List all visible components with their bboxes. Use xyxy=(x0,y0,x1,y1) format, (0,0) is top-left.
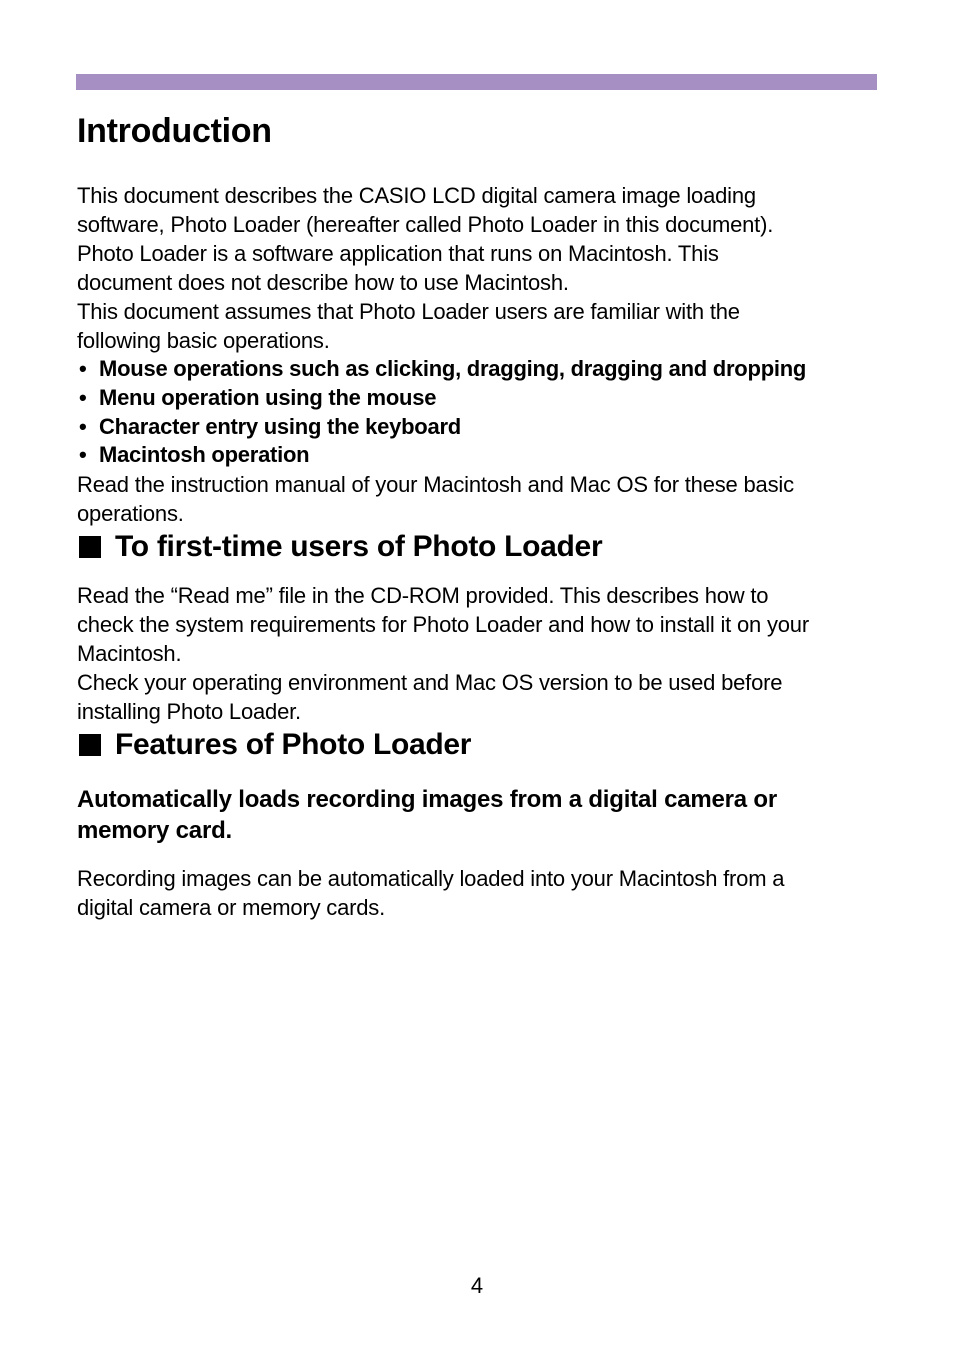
bullet-icon: • xyxy=(79,356,87,381)
list-item xyxy=(77,355,877,384)
list-item-text: Character entry using the keyboard xyxy=(99,413,461,439)
page-number: 4 xyxy=(470,1273,484,1298)
first-time-line: Read the “Read me” file in the CD-ROM provided. This describes how to xyxy=(77,583,769,609)
intro-closing-line: operations. xyxy=(77,501,184,527)
intro-line: following basic operations. xyxy=(77,328,330,353)
list-item xyxy=(77,441,877,470)
list-item xyxy=(77,413,877,442)
feature-subheading-line: memory card. xyxy=(77,817,233,845)
features-line: Recording images can be automatically loaded into your Macintosh from a xyxy=(77,866,785,892)
intro-closing-line: Read the instruction manual of your Macintosh and Mac OS for these basic xyxy=(77,472,794,498)
section-heading-features xyxy=(77,726,877,764)
first-time-line: check the system requirements for Photo Loader and how to install it on your xyxy=(77,612,809,638)
intro-closing-paragraph xyxy=(77,470,877,528)
features-paragraph xyxy=(77,864,877,922)
feature-subheading-line: Automatically loads recording images from a digital camera or xyxy=(77,786,778,814)
top-rule xyxy=(76,74,877,90)
intro-line: Photo Loader is a software application that runs on Macintosh. This xyxy=(77,241,719,266)
first-time-paragraph xyxy=(77,581,877,726)
operations-list xyxy=(77,355,877,470)
first-time-line: installing Photo Loader. xyxy=(77,699,301,725)
first-time-line: Macintosh. xyxy=(77,641,182,667)
list-item-text: Menu operation using the mouse xyxy=(99,384,437,410)
list-item-text: Mouse operations such as clicking, dragging, dragging and dropping xyxy=(99,356,807,381)
bullet-icon: • xyxy=(79,413,87,439)
list-item xyxy=(77,384,877,413)
list-item-text: Macintosh operation xyxy=(99,442,310,468)
square-bullet-icon xyxy=(79,536,101,558)
square-bullet-icon xyxy=(79,734,101,756)
intro-line: This document assumes that Photo Loader users are familiar with the xyxy=(77,299,740,324)
intro-section xyxy=(77,181,877,528)
intro-paragraph xyxy=(77,181,877,355)
section-heading-first-time-users xyxy=(77,528,877,566)
intro-line: This document describes the CASIO LCD digital camera image loading xyxy=(77,183,756,208)
page-title: Introduction xyxy=(77,112,272,150)
section-heading-text: To first-time users of Photo Loader xyxy=(115,530,603,564)
bullet-icon: • xyxy=(79,384,87,410)
intro-line: document does not describe how to use Macintosh. xyxy=(77,270,569,295)
section-heading-text: Features of Photo Loader xyxy=(115,728,472,762)
feature-subheading xyxy=(77,784,877,846)
features-line: digital camera or memory cards. xyxy=(77,895,386,921)
document-content xyxy=(77,110,877,922)
bullet-icon: • xyxy=(79,442,87,468)
intro-line: software, Photo Loader (hereafter called Photo Loader in this document). xyxy=(77,212,774,237)
first-time-line: Check your operating environment and Mac OS version to be used before xyxy=(77,670,783,696)
